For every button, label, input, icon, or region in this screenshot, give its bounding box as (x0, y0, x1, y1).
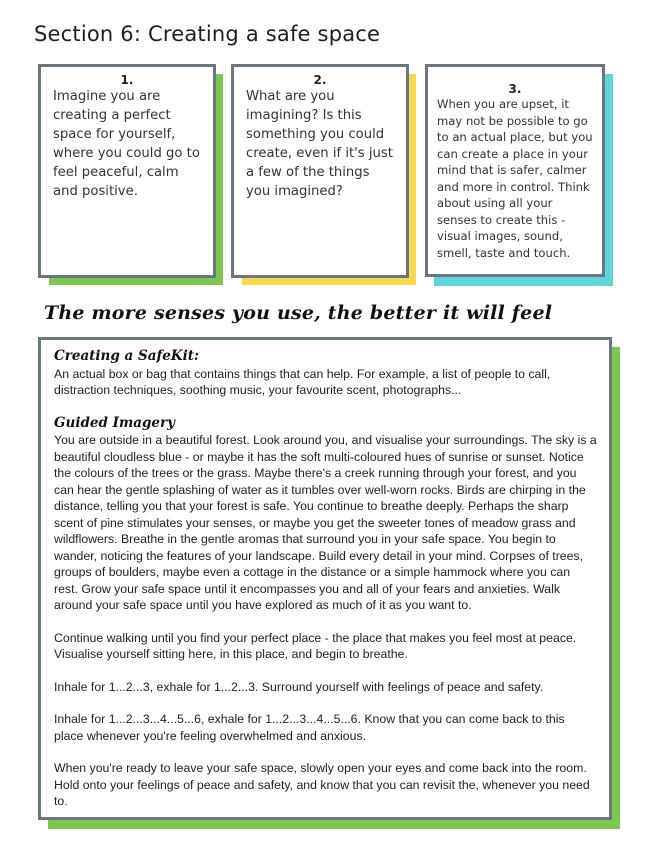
imagery-paragraph-4: Inhale for 1...2...3...4...5...6, exhale for 1...2...3...4...5...6. Know that you can come back to this place whenever you're feeling overwhelmed and anxious. (54, 712, 565, 743)
card-3-number: 3. (508, 82, 522, 96)
card-3 (425, 64, 605, 277)
card-1 (38, 64, 216, 278)
safekit-text: An actual box or bag that contains things that can help. For example, a list of people to call, distraction techniques, soothing music, your favourite scent, photographs... (54, 366, 551, 397)
page-title: Section 6: Creating a safe space (34, 22, 381, 46)
card-1-text: Imagine you are creating a perfect space for yourself, where you could go to feel peaceful, calm and positive. (53, 89, 200, 199)
safekit-heading: Creating a SafeKit: (54, 348, 199, 364)
imagery-paragraph-2: Continue walking until you find your perfect place - the place that makes you feel most at peace. Visualise yourself sitting here, in this place, and begin to breathe. (54, 630, 577, 661)
main-content-box (38, 337, 612, 820)
tagline: The more senses you use, the better it will feel (44, 302, 553, 324)
card-2-number: 2. (313, 73, 327, 87)
card-2 (231, 64, 409, 278)
imagery-paragraph-3: Inhale for 1...2...3, exhale for 1...2...3. Surround yourself with feelings of peace and safety. (54, 679, 544, 694)
imagery-paragraph-5: When you're ready to leave your safe space, slowly open your eyes and come back into the room. Hold onto your feelings of peace and safety, and know that you can revisit the, whenever you need to. (54, 761, 590, 808)
card-1-number: 1. (120, 73, 134, 87)
imagery-paragraph-1: You are outside in a beautiful forest. Look around you, and visualise your surroundings. The sky is a beautiful cloudless blue - or maybe it has the soft multi-coloured hues of sunrise or sunset. Notice the colours of the trees or the grass. Maybe there's a creek running through your forest, and you can hear the gentle splashing of water as it tumbles over well-worn rocks. Birds are chirping in the distance, telling you that your forest is safe. You continue to breathe deeply. Perhaps the sharp scent of pine stimulates your senses, or maybe you get the sweeter tones of meadow grass and wildflowers. Breathe in the gentle aromas that surround you in your safe space. You begin to wander, noticing the features of your landscape. Build every detail in your mind. Corpses of trees, groups of boulders, maybe even a cottage in the distance or a simple hammock where you can rest. Grow your safe space until it encompasses you and all of your fears and anxieties. Walk around your safe space until you have explored as much of it as you want to. (54, 433, 597, 612)
card-3-text: When you are upset, it may not be possible to go to an actual place, but you can create a place in your mind that is safer, calmer and more in control. Think about using all your senses to create this - visual images, sound, smell, taste and touch. (437, 97, 593, 260)
imagery-heading: Guided Imagery (54, 414, 175, 431)
card-2-text: What are you imagining? Is this something you could create, even if it's just a few of the things you imagined? (246, 89, 393, 199)
